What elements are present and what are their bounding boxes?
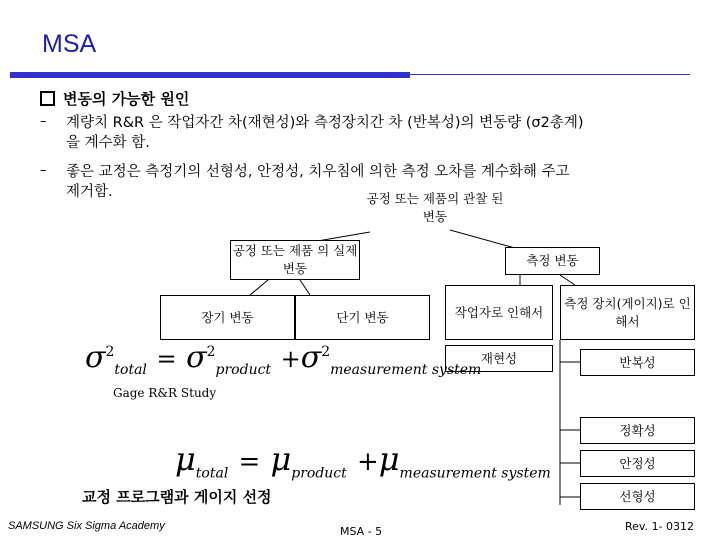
- subscript-measurement-system: measurement system: [330, 362, 482, 378]
- equals-sign: =: [238, 447, 261, 477]
- footer-page-number: MSA - 5: [340, 525, 383, 538]
- bullet-2-line-2: 제거함.: [66, 184, 113, 200]
- subscript-product: product: [215, 362, 272, 378]
- mu-symbol: μ: [378, 440, 400, 478]
- box-long-term: 장기 변동: [160, 295, 295, 340]
- connector-measurement-gage: [560, 275, 575, 285]
- sigma-symbol: σ: [300, 340, 322, 375]
- mu-symbol: μ: [270, 440, 292, 478]
- box-accuracy: 정확성: [580, 417, 695, 444]
- variance-formula: [85, 340, 481, 378]
- connector-actual-long: [250, 280, 268, 295]
- bullet-dash: –: [40, 114, 47, 129]
- subscript-measurement-system: measurement system: [399, 465, 551, 482]
- exponent: 2: [321, 344, 331, 360]
- box-stability: 안정성: [580, 450, 695, 477]
- footer-left: SAMSUNG Six Sigma Academy: [8, 520, 165, 532]
- box-short-term: 단기 변동: [295, 295, 430, 340]
- mean-formula: [175, 440, 551, 481]
- page-title: MSA: [42, 30, 97, 58]
- exponent: 2: [206, 344, 216, 360]
- box-linearity: 선형성: [580, 483, 695, 510]
- bullet-1-line-1: 계량치 R&R 은 작업자간 차(재현성)와 측정장치간 차 (반복성)의 변동량 (σ2총계): [66, 115, 584, 131]
- box-observed-variation: 공정 또는 제품의 관찰 된 변동: [366, 191, 504, 224]
- bullet-dash: –: [40, 163, 47, 178]
- mu-symbol: μ: [175, 440, 196, 478]
- plus-sign: +: [280, 345, 301, 373]
- bullet-2-line-1: 좋은 교정은 측정기의 선형성, 안정성, 치우침에 의한 측정 오차를 계수화해 주고: [66, 164, 570, 180]
- footer-revision: Rev. 1- 0312: [625, 520, 695, 533]
- sigma-symbol: σ: [186, 340, 207, 375]
- equals-sign: =: [156, 345, 177, 373]
- subscript-product: product: [291, 465, 347, 482]
- sigma-symbol: σ: [85, 340, 106, 375]
- connector-actual-short: [300, 280, 310, 295]
- box-measurement-variation: 측정 변동: [505, 247, 600, 275]
- box-reproducibility: 재현성: [445, 345, 553, 372]
- box-repeatability: 반복성: [580, 349, 695, 376]
- gage-rr-label: Gage R&R Study: [113, 386, 217, 400]
- bullet-1-line-2: 을 계수화 함.: [66, 135, 150, 151]
- box-gage: 측정 장치(게이지)로 인해서: [560, 285, 695, 340]
- section-heading-text: 변동의 가능한 원인: [63, 90, 190, 108]
- subscript-total: total: [114, 362, 147, 378]
- box-actual-variation: 공정 또는 제품 의 실제 변동: [230, 240, 360, 280]
- box-operator: 작업자로 인해서: [445, 285, 553, 340]
- plus-sign: +: [356, 447, 379, 477]
- calibration-label: 교정 프로그램과 게이지 선정: [82, 488, 272, 506]
- connector-observed-measurement: [450, 230, 515, 248]
- exponent: 2: [105, 344, 115, 360]
- subscript-total: total: [195, 465, 229, 482]
